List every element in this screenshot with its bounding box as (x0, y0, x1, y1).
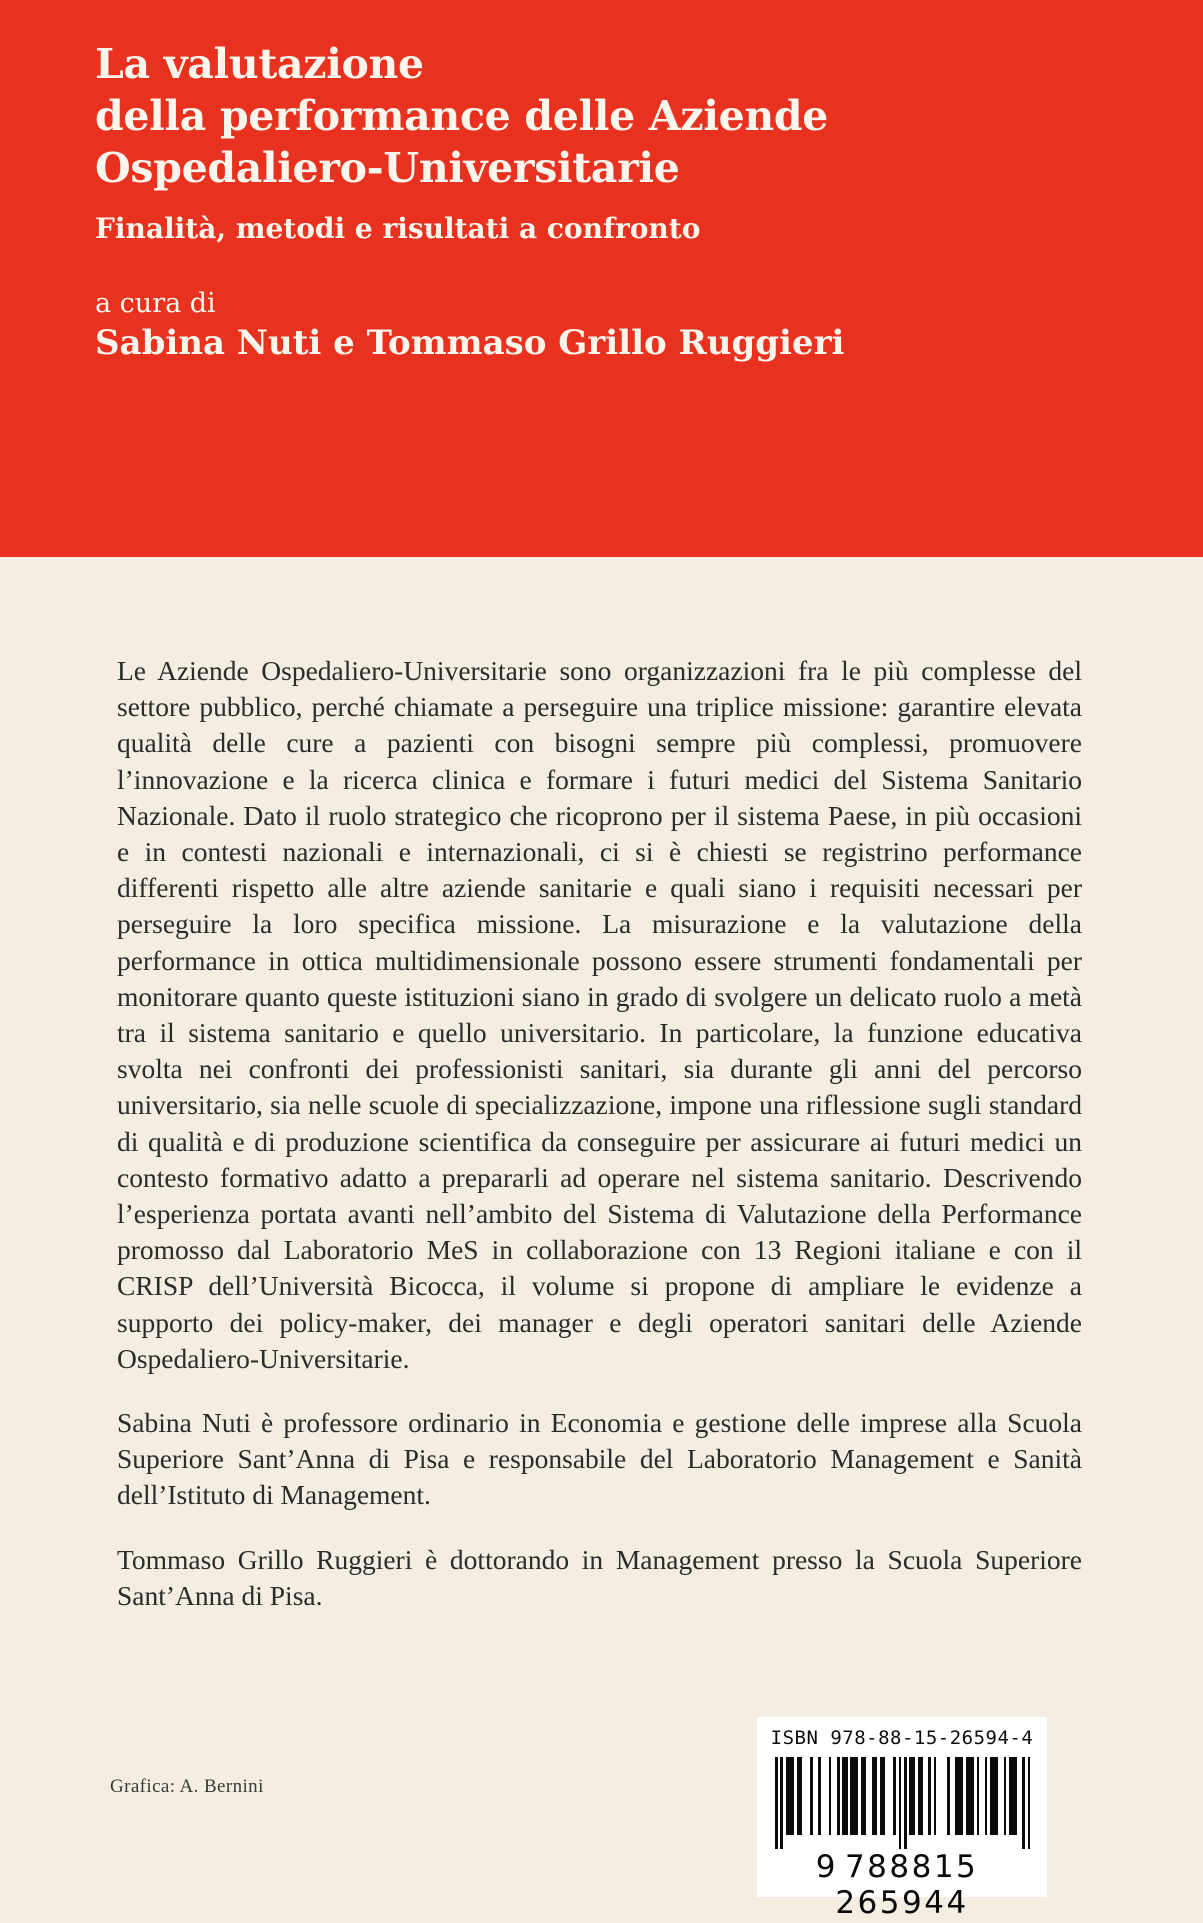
barcode-bars-graphic (775, 1757, 1031, 1849)
ean-digits (757, 1849, 1047, 1921)
blurb-paragraph-bio-nuti: Sabina Nuti è professore ordinario in Economia e gestione delle imprese alla Scuola Superiore Sant’Anna di Pisa e responsabile del Laboratorio Management e Sanità dell’Istituto di Management. (117, 1407, 1082, 1511)
barcode-bar (990, 1757, 998, 1835)
barcode-bar (966, 1757, 974, 1835)
editor-block (95, 288, 1095, 364)
barcode-space (821, 1757, 829, 1835)
barcode-bar (955, 1757, 963, 1835)
blurb-text-block (117, 653, 1082, 1614)
book-subtitle: Finalità, metodi e risultati a confronto (95, 212, 701, 245)
isbn-barcode (757, 1717, 1047, 1921)
book-title-line-3: Ospedaliero-Universitarie (95, 144, 680, 192)
editor-names: Sabina Nuti e Tommaso Grillo Ruggieri (95, 323, 845, 363)
ean-left-group: 788815 (844, 1849, 979, 1885)
barcode-space (802, 1757, 810, 1835)
barcode-bar (850, 1757, 858, 1835)
barcode-bar (1028, 1757, 1031, 1849)
ean-right-group: 265944 (835, 1885, 969, 1921)
barcode-space (885, 1757, 893, 1835)
blurb-paragraph-bio-ruggieri: Tommaso Grillo Ruggieri è dottorando in Management presso la Scuola Superiore Sant’Anna di Pisa. (117, 1543, 1082, 1611)
blurb-paragraph-main: Le Aziende Ospedaliero-Universitarie sono organizzazioni fra le più complesse del settore pubblico, perché chiamate a perseguire una triplice missione: garantire elevata qualità delle cure a pazienti con bisogni sempre più complessi, promuovere l’innovazione e la ricerca clinica e formare i futuri medici del Sistema Sanitario Nazionale. Dato il ruolo strategico che ricoprono per il sistema Paese, in più occasioni e in contesti nazionali e internazionali, ci si è chiesti se registrino performance differenti rispetto alle altre aziende sanitarie e quali siano i requisiti necessari per perseguire la loro specifica missione. La misurazione e la valutazione della performance in ottica multidimensionale possono essere strumenti fondamentali per monitorare quanto queste istituzioni siano in grado di svolgere un delicato ruolo a metà tra il sistema sanitario e quello universitario. In particolare, la funzione educativa svolta nei confronti dei professionisti sanitari, sia durante gli anni del percorso universitario, sia nelle scuole di specializzazione, impone una riflessione sugli standard di qualità e di produzione scientifica da conseguire per assicurare ai futuri medici un contesto formativo adatto a prepararli ad operare nel sistema sanitario. Descrivendo l’esperienza portata avanti nell’ambito del Sistema di Valutazione della Performance promosso dal Laboratorio MeS in collaborazione con 13 Regioni italiane e con il CRISP dell’Università Bicocca, il volume si propone di ampliare le evidenze a supporto dei policy-maker, dei manager e degli operatori sanitari delle Aziende Ospedaliero-Universitarie. (117, 655, 1082, 1374)
red-header-band (0, 0, 1203, 557)
barcode-bar (1009, 1757, 1017, 1835)
title-block (95, 38, 1095, 246)
graphics-credit: Grafica: A. Bernini (110, 1776, 264, 1797)
barcode-bar (786, 1757, 794, 1835)
barcode-space (936, 1757, 947, 1835)
book-title-line-2: della performance delle Aziende (95, 92, 829, 140)
isbn-label: ISBN 978-88-15-26594-4 (770, 1727, 1034, 1749)
ean-lead-digit: 9 (815, 1849, 838, 1885)
book-title-line-1: La valutazione (95, 40, 424, 88)
editor-prefix-label: a cura di (95, 288, 216, 319)
